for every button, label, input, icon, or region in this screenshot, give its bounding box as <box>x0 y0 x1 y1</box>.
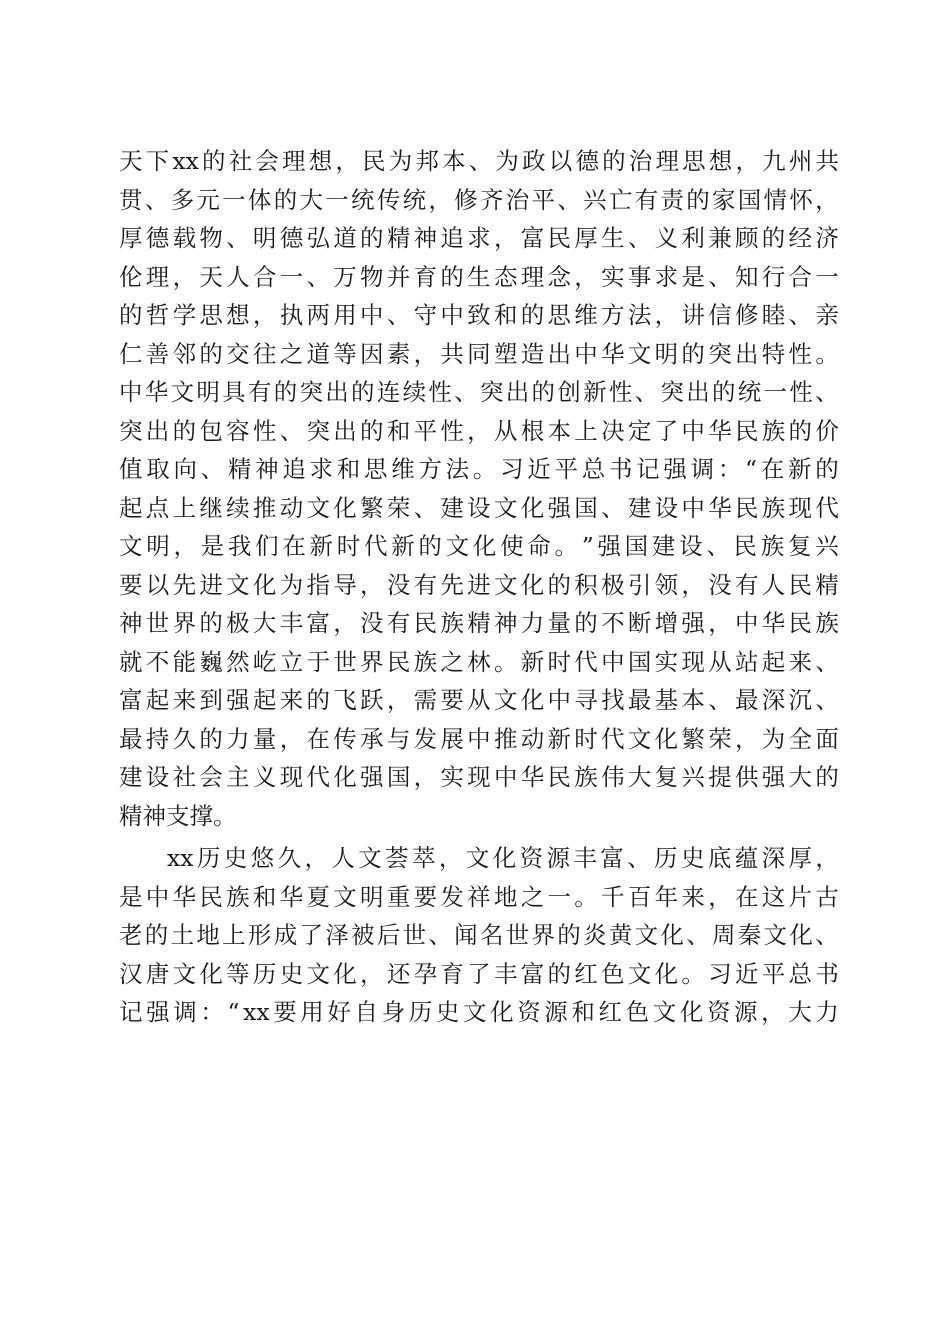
text-line: 神 世 界 的 极 大 丰 富 ， 没 有 民 族 精 神 力 量 的 不 断 增 强 ， 中 华 民 族 <box>119 609 839 637</box>
text-line: 值 取 向 、 精 神 追 求 和 思 维 方 法 。 习 近 平 总 书 记 强 调 ： “ 在 新 的 <box>119 455 839 483</box>
text-line: 就 不 能 巍 然 屹 立 于 世 界 民 族 之 林 。 新 时 代 中 国 实 现 从 站 起 来 、 <box>119 647 839 676</box>
text-line: xx 历 史 悠 久 ， 人 文 荟 萃 ， 文 化 资 源 丰 富 、 历 史 底 蕴 深 厚 ， <box>167 844 839 872</box>
text-line: 精神支撑。 <box>119 801 237 830</box>
text-line: 汉 唐 文 化 等 历 史 文 化 ， 还 孕 育 了 丰 富 的 红 色 文 化 。 习 近 平 总 书 <box>119 959 839 988</box>
text-line: 贯 、 多 元 一 体 的 大 一 统 传 统 ， 修 齐 治 平 、 兴 亡 有 责 的 家 国 情 怀 ， <box>119 185 839 214</box>
body-text <box>119 142 839 1032</box>
text-line: 富 起 来 到 强 起 来 的 飞 跃 ， 需 要 从 文 化 中 寻 找 最 基 本 、 最 深 沉 、 <box>119 686 839 714</box>
text-line: 天 下 xx 的 社 会 理 想 ， 民 为 邦 本 、 为 政 以 德 的 治 理 思 想 ， 九 州 共 <box>119 147 839 175</box>
paragraph <box>119 142 839 835</box>
text-line: 中 华 文 明 具 有 的 突 出 的 连 续 性 、 突 出 的 创 新 性 、 突 出 的 统 一 性 、 <box>119 378 839 406</box>
text-line: 厚 德 载 物 、 明 德 弘 道 的 精 神 追 求 ， 富 民 厚 生 、 义 利 兼 顾 的 经 济 <box>119 224 839 252</box>
text-line: 记 强 调 ： “ xx 要 用 好 自 身 历 史 文 化 资 源 和 红 色 文 化 资 源 ， 大 力 <box>119 998 839 1026</box>
text-line: 老 的 土 地 上 形 成 了 泽 被 后 世 、 闻 名 世 界 的 炎 黄 文 化 、 周 秦 文 化 、 <box>119 921 839 949</box>
text-line: 突 出 的 包 容 性 、 突 出 的 和 平 性 ， 从 根 本 上 决 定 了 中 华 民 族 的 价 <box>119 416 839 445</box>
text-line: 伦 理 ， 天 人 合 一 、 万 物 并 育 的 生 态 理 念 ， 实 事 求 是 、 知 行 合 一 <box>119 262 839 291</box>
text-line: 仁 善 邻 的 交 往 之 道 等 因 素 ， 共 同 塑 造 出 中 华 文 明 的 突 出 特 性 。 <box>119 339 839 368</box>
text-line: 文 明 ， 是 我 们 在 新 时 代 新 的 文 化 使 命 。 ” 强 国 建 设 、 民 族 复 兴 <box>119 532 839 560</box>
text-line: 建 设 社 会 主 义 现 代 化 强 国 ， 实 现 中 华 民 族 伟 大 复 兴 提 供 强 大 的 <box>119 763 839 791</box>
text-line: 的 哲 学 思 想 ， 执 两 用 中 、 守 中 致 和 的 思 维 方 法 ， 讲 信 修 睦 、 亲 <box>119 301 839 329</box>
text-line: 是 中 华 民 族 和 华 夏 文 明 重 要 发 祥 地 之 一 。 千 百 年 来 ， 在 这 片 古 <box>119 882 839 911</box>
text-line: 要 以 先 进 文 化 为 指 导 ， 没 有 先 进 文 化 的 积 极 引 领 ， 没 有 人 民 精 <box>119 570 839 599</box>
text-line: 起 点 上 继 续 推 动 文 化 繁 荣 、 建 设 文 化 强 国 、 建 设 中 华 民 族 现 代 <box>119 493 839 522</box>
paragraph <box>119 839 839 1032</box>
text-line: 最 持 久 的 力 量 ， 在 传 承 与 发 展 中 推 动 新 时 代 文 化 繁 荣 ， 为 全 面 <box>119 724 839 753</box>
